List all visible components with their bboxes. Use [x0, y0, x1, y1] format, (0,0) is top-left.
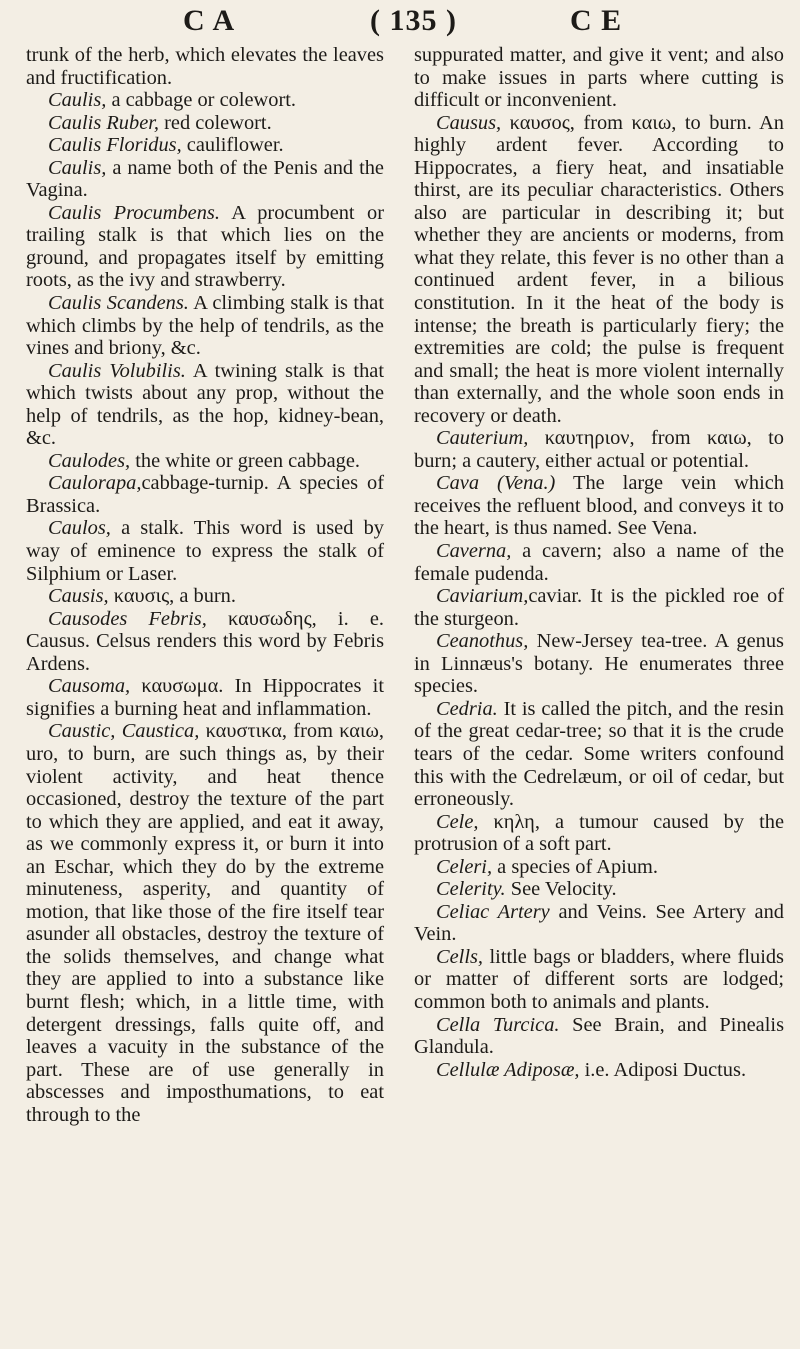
dictionary-entry: Caulodes, the white or green cabbage. — [48, 449, 360, 472]
dictionary-entry: Caulis Scandens. A climbing stalk is that which climbs by the help of tendrils, as the vines and briony, &c. — [26, 292, 384, 360]
dictionary-entry: Caulis, a cabbage or colewort. — [48, 89, 297, 112]
dictionary-entry: Caulis Ruber, red colewort. — [48, 111, 272, 134]
dictionary-entry: Cele, κηλη, a tumour caused by the protrusion of a soft part. — [414, 810, 784, 856]
dictionary-entry: Caulos, a stalk. This word is used by way of eminence to express the stalk of Silphium or Laser. — [26, 517, 384, 585]
dictionary-entry: Causodes Febris, καυσωδης, i. e. Causus. Celsus renders this word by Febris Ardens. — [26, 607, 384, 675]
running-head — [0, 4, 800, 44]
dictionary-entry: Cells, little bags or bladders, where fluids or matter of different sorts are lodged; common both to animals and plants. — [414, 945, 784, 1013]
page-number: ( 135 ) — [370, 4, 457, 37]
dictionary-entry: Caulorapa,cabbage-turnip. A species of Brassica. — [26, 472, 384, 517]
dictionary-entry: Cava (Vena.) The large vein which receives the refluent blood, and conveys it to the heart, is thus named. See Vena. — [414, 472, 785, 540]
dictionary-entry: Celiac Artery and Veins. See Artery and Vein. — [414, 900, 784, 946]
dictionary-entry: Causis, καυσις, a burn. — [48, 585, 236, 608]
dictionary-entry: Causoma, καυσωμα. In Hippocrates it signifies a burning heat and inflammation. — [26, 675, 384, 720]
running-head-left: C A — [183, 4, 236, 37]
right-column — [414, 44, 784, 1081]
dictionary-entry: trunk of the herb, which elevates the leaves and fructification. — [26, 44, 384, 89]
dictionary-entry: Causus, καυσος, from καιω, to burn. An highly ardent fever. According to Hippocrates, a fiery heat, and insatiable thirst, are its peculiar characteristics. Others also are particular in describing it; but whether they are ancients or moderns, from what they relate, this fever is no other than a continued ardent fever, in a bilious constitution. In it the heat of the body is intense; the breath is particularly fiery; the extremities are cold; the pulse is frequent and small; the heat is more violent internally than externally, and the whole soon ends in recovery or death. — [414, 111, 784, 427]
dictionary-entry: Caulis, a name both of the Penis and the Vagina. — [26, 156, 384, 202]
dictionary-entry: Celerity. See Velocity. — [436, 878, 617, 901]
dictionary-entry: Caulis Volubilis. A twining stalk is that which twists about any prop, without the help of tendrils, as the hop, kidney-bean, &c. — [26, 359, 385, 450]
dictionary-entry: Caulis Procumbens. A procumbent or trailing stalk is that which lies on the ground, and propagates itself by emitting roots, as the ivy and strawberry. — [26, 201, 384, 292]
dictionary-entry: Cella Turcica. See Brain, and Pinealis Glandula. — [414, 1013, 785, 1059]
dictionary-entry: Ceanothus, New-Jersey tea-tree. A genus in Linnæus's botany. He enumerates three species. — [414, 630, 784, 698]
dictionary-entry: suppurated matter, and give it vent; and also to make issues in parts where cutting is difficult or inconvenient. — [414, 44, 784, 112]
dictionary-entry: Celeri, a species of Apium. — [436, 855, 659, 878]
dictionary-entry: Caulis Floridus, cauliflower. — [48, 134, 284, 157]
dictionary-entry: Cauterium, καυτηριον, from καιω, to burn; a cautery, either actual or potential. — [414, 427, 784, 472]
dictionary-entry: Caustic, Caustica, καυστικα, from καιω, uro, to burn, are such things as, by their violent activity, and heat thence occasioned, destroy the texture of the part to which they are applied, and eat it away, as we commonly express it, or burn it into an Eschar, which they do by the extreme minuteness, asperity, and quantity of motion, that like those of the fire itself tear asunder all obstacles, destroy the texture of the solids themselves, and change what they are applied to into a substance like burnt flesh; which, in a little time, with detergent dressings, falls quite off, and leaves a vacuity in the substance of the part. These are of use generally in abscesses and imposthumations, to eat through to the — [26, 720, 384, 1126]
dictionary-entry: Cellulæ Adiposæ, i.e. Adiposi Ductus. — [436, 1058, 747, 1081]
running-head-right: C E — [570, 4, 623, 37]
dictionary-entry: Cedria. It is called the pitch, and the resin of the great cedar-tree; so that it is the crude tears of the cedar. Some writers confound this with the Cedrelæum, or oil of cedar, but erroneously. — [414, 697, 784, 811]
dictionary-entry: Caviarium,caviar. It is the pickled roe of the sturgeon. — [414, 585, 784, 630]
dictionary-entry: Caverna, a cavern; also a name of the female pudenda. — [414, 540, 784, 585]
left-column — [26, 44, 384, 1126]
